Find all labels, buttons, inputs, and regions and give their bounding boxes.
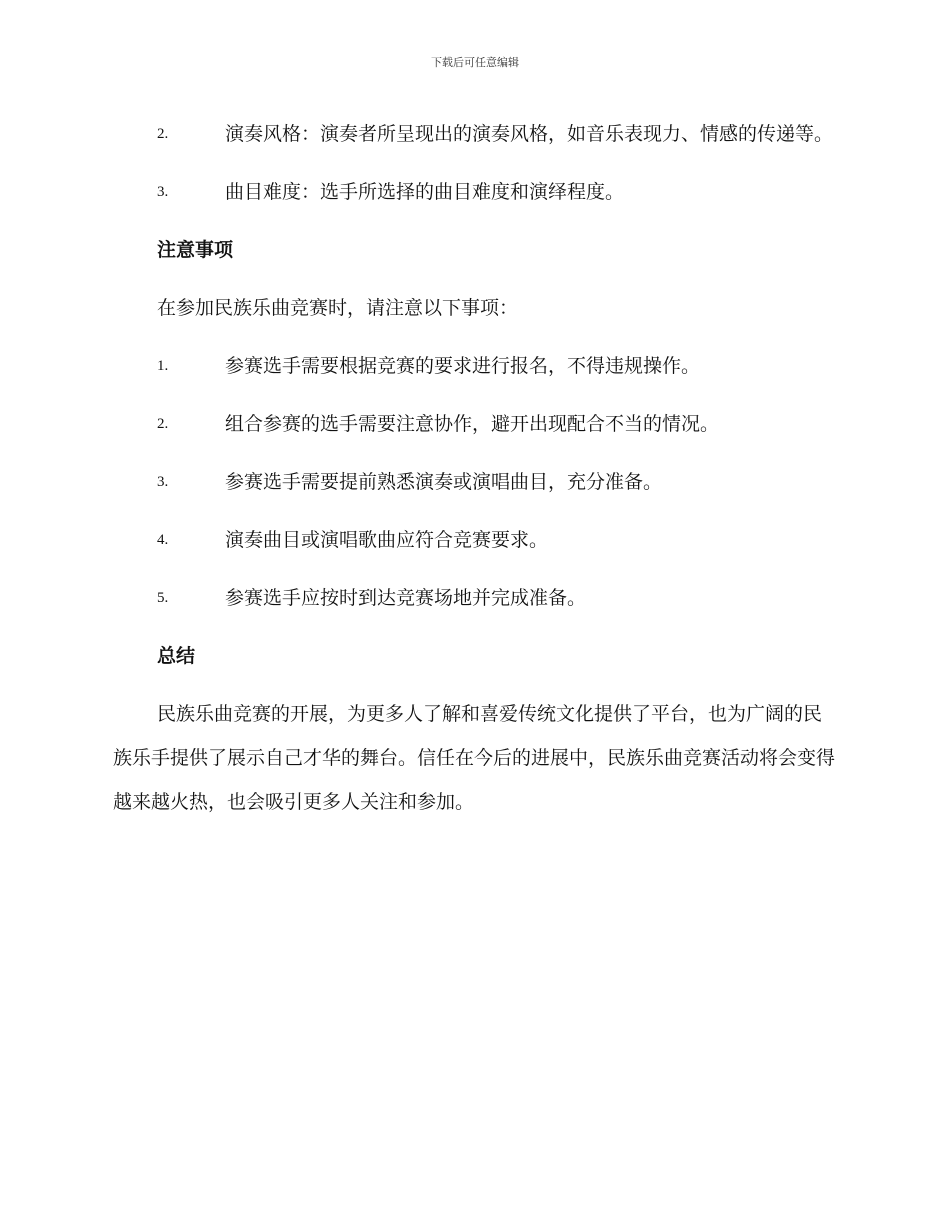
notes-intro: 在参加民族乐曲竞赛时，请注意以下事项： [157, 297, 519, 319]
list-text: 参赛选手需要提前熟悉演奏或演唱曲目，充分准备。 [225, 471, 663, 493]
summary-paragraph: 民族乐曲竞赛的开展，为更多人了解和喜爱传统文化提供了平台，也为广阔的民族乐手提供了展示自己才华的舞台。信任在今后的进展中，民族乐曲竞赛活动将会变得越来越火热，也会吸引更多人关注和参加。 [113, 703, 836, 813]
list-number: 2. [157, 126, 169, 142]
list-item [113, 518, 835, 562]
list-item [113, 344, 835, 388]
list-text: 曲目难度：选手所选择的曲目难度和演绎程度。 [225, 181, 625, 203]
section-heading-summary: 总结 [157, 645, 196, 667]
list-number: 4. [157, 532, 169, 548]
list-item [113, 460, 835, 504]
list-item [113, 402, 835, 446]
list-item [113, 576, 835, 620]
list-item [113, 170, 835, 214]
list-text: 组合参赛的选手需要注意协作，避开出现配合不当的情况。 [225, 413, 720, 435]
list-number: 3. [157, 184, 169, 200]
list-text: 参赛选手需要根据竞赛的要求进行报名，不得违规操作。 [225, 355, 701, 377]
list-number: 1. [157, 358, 169, 374]
list-number: 3. [157, 474, 169, 490]
section-heading-notes: 注意事项 [157, 239, 234, 261]
list-text: 参赛选手应按时到达竞赛场地并完成准备。 [225, 587, 587, 609]
header-note: 下载后可任意编辑 [431, 56, 519, 69]
list-number: 5. [157, 590, 169, 606]
list-text: 演奏曲目或演唱歌曲应符合竞赛要求。 [225, 529, 549, 551]
document-body [113, 112, 835, 838]
list-text: 演奏风格：演奏者所呈现出的演奏风格，如音乐表现力、情感的传递等。 [225, 123, 834, 145]
list-number: 2. [157, 416, 169, 432]
list-item [113, 112, 835, 156]
